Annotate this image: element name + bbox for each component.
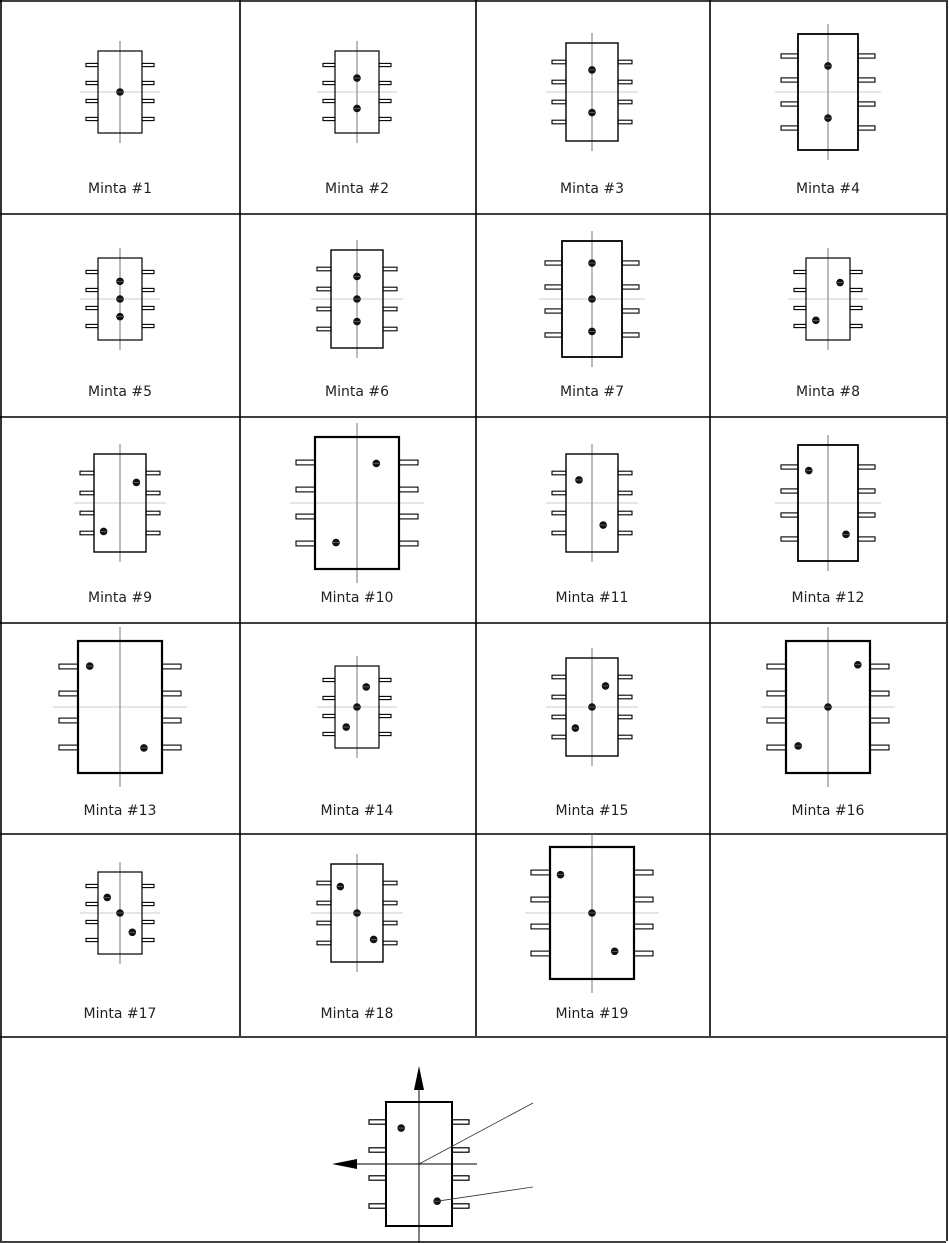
lead-pin — [552, 120, 566, 124]
lead-pin — [59, 745, 78, 750]
lead-pin — [317, 881, 331, 885]
lead-pin — [618, 80, 632, 84]
lead-pin — [317, 327, 331, 331]
lead-pin — [618, 100, 632, 104]
sample-label: Minta #10 — [320, 590, 394, 606]
lead-pin — [767, 745, 786, 750]
lead-pin — [767, 691, 786, 696]
sample-cell — [546, 33, 638, 197]
sample-label: Minta #13 — [83, 803, 157, 819]
lead-pin — [86, 117, 98, 120]
component-drawing — [775, 435, 881, 571]
lead-pin — [452, 1120, 469, 1124]
lead-pin — [383, 941, 397, 945]
sample-cell — [525, 833, 659, 1022]
lead-pin — [767, 664, 786, 669]
lead-pin — [781, 54, 798, 58]
lead-pin — [634, 924, 653, 929]
lead-pin — [379, 81, 391, 84]
lead-pin — [618, 471, 632, 475]
component-drawing — [317, 656, 397, 758]
sample-cell — [80, 248, 160, 400]
lead-pin — [858, 513, 875, 517]
lead-pin — [142, 920, 154, 923]
lead-pin — [86, 63, 98, 66]
lead-pin — [142, 81, 154, 84]
lead-pin — [850, 324, 862, 327]
lead-pin — [850, 270, 862, 273]
sample-label: Minta #8 — [796, 384, 860, 400]
lead-pin — [622, 285, 639, 289]
lead-pin — [552, 675, 566, 679]
sample-cell — [290, 423, 424, 606]
sample-label: Minta #3 — [560, 181, 624, 197]
sample-label: Minta #7 — [560, 384, 624, 400]
lead-pin — [369, 1176, 386, 1180]
component-drawing — [546, 33, 638, 151]
lead-pin — [86, 81, 98, 84]
lead-pin — [317, 267, 331, 271]
lead-pin — [142, 306, 154, 309]
lead-pin — [142, 117, 154, 120]
lead-pin — [452, 1204, 469, 1208]
sample-label: Minta #4 — [796, 181, 860, 197]
lead-pin — [622, 333, 639, 337]
lead-pin — [383, 267, 397, 271]
component-drawing — [311, 854, 403, 972]
sample-cell — [788, 248, 868, 400]
lead-pin — [86, 99, 98, 102]
sample-label: Minta #2 — [325, 181, 389, 197]
lead-pin — [369, 1120, 386, 1124]
lead-pin — [618, 60, 632, 64]
lead-pin — [618, 511, 632, 515]
lead-pin — [86, 938, 98, 941]
sample-cell — [539, 231, 645, 400]
lead-pin — [323, 696, 335, 699]
lead-pin — [323, 81, 335, 84]
lead-pin — [162, 718, 181, 723]
lead-pin — [552, 695, 566, 699]
lead-pin — [531, 897, 550, 902]
lead-pin — [142, 884, 154, 887]
lead-pin — [850, 288, 862, 291]
lead-pin — [142, 938, 154, 941]
lead-pin — [545, 285, 562, 289]
lead-pin — [870, 691, 889, 696]
lead-pin — [80, 511, 94, 515]
lead-pin — [59, 691, 78, 696]
lead-pin — [618, 491, 632, 495]
component-drawing — [546, 648, 638, 766]
lead-pin — [317, 941, 331, 945]
lead-pin — [618, 735, 632, 739]
lead-pin — [80, 491, 94, 495]
lead-pin — [86, 324, 98, 327]
lead-pin — [794, 324, 806, 327]
lead-pin — [383, 327, 397, 331]
component-drawing — [80, 41, 160, 143]
lead-pin — [399, 541, 418, 546]
component-drawing — [53, 627, 187, 787]
lead-pin — [142, 324, 154, 327]
lead-pin — [59, 664, 78, 669]
lead-pin — [379, 696, 391, 699]
sample-label: Minta #17 — [83, 1006, 157, 1022]
sample-label: Minta #16 — [791, 803, 865, 819]
lead-pin — [552, 471, 566, 475]
lead-pin — [399, 460, 418, 465]
lead-pin — [618, 695, 632, 699]
sample-cell — [761, 627, 895, 819]
component-drawing — [761, 627, 895, 787]
lead-pin — [870, 745, 889, 750]
sample-cell — [53, 627, 187, 819]
lead-pin — [323, 63, 335, 66]
lead-pin — [317, 307, 331, 311]
lead-pin — [369, 1148, 386, 1152]
lead-pin — [858, 54, 875, 58]
lead-pin — [399, 514, 418, 519]
lead-pin — [142, 270, 154, 273]
sample-label: Minta #14 — [320, 803, 394, 819]
lead-pin — [552, 735, 566, 739]
origin-leader-line — [419, 1103, 533, 1164]
lead-pin — [86, 920, 98, 923]
lead-pin — [781, 465, 798, 469]
lead-pin — [781, 102, 798, 106]
lead-pin — [794, 270, 806, 273]
lead-pin — [452, 1148, 469, 1152]
lead-pin — [146, 511, 160, 515]
lead-pin — [858, 489, 875, 493]
x-axis-arrowhead — [332, 1159, 357, 1169]
lead-pin — [142, 99, 154, 102]
lead-pin — [379, 99, 391, 102]
lead-pin — [618, 120, 632, 124]
component-drawing — [290, 423, 424, 583]
component-drawing — [539, 231, 645, 367]
sample-cell — [775, 435, 881, 606]
lead-pin — [383, 307, 397, 311]
lead-pin — [858, 126, 875, 130]
lead-pin — [86, 270, 98, 273]
lead-pin — [794, 306, 806, 309]
lead-pin — [552, 100, 566, 104]
lead-pin — [80, 471, 94, 475]
lead-pin — [870, 718, 889, 723]
lead-pin — [146, 531, 160, 535]
component-drawing — [74, 444, 166, 562]
sample-cell — [80, 862, 160, 1022]
lead-pin — [531, 870, 550, 875]
lead-pin — [296, 514, 315, 519]
lead-pin — [146, 471, 160, 475]
lead-pin — [296, 460, 315, 465]
lead-pin — [634, 951, 653, 956]
lead-pin — [781, 489, 798, 493]
lead-pin — [531, 924, 550, 929]
lead-pin — [296, 487, 315, 492]
sample-label: Minta #1 — [88, 181, 152, 197]
lead-pin — [86, 902, 98, 905]
component-drawing — [311, 240, 403, 358]
lead-pin — [858, 465, 875, 469]
lead-pin — [870, 664, 889, 669]
lead-pin — [383, 881, 397, 885]
lead-pin — [634, 870, 653, 875]
lead-pin — [162, 691, 181, 696]
lead-pin — [317, 921, 331, 925]
lead-pin — [545, 309, 562, 313]
lead-pin — [618, 531, 632, 535]
lead-pin — [781, 513, 798, 517]
component-drawing — [317, 41, 397, 143]
lead-pin — [383, 921, 397, 925]
sample-label: Minta #12 — [791, 590, 865, 606]
lead-pin — [142, 288, 154, 291]
lead-pin — [379, 63, 391, 66]
component-drawing — [80, 862, 160, 964]
lead-pin — [531, 951, 550, 956]
lead-pin — [552, 715, 566, 719]
sample-cell — [74, 444, 166, 606]
lead-pin — [296, 541, 315, 546]
component-drawing — [80, 248, 160, 350]
sample-label: Minta #5 — [88, 384, 152, 400]
sample-label: Minta #18 — [320, 1006, 394, 1022]
sample-label: Minta #6 — [325, 384, 389, 400]
component-drawing — [788, 248, 868, 350]
lead-pin — [379, 714, 391, 717]
lead-pin — [162, 664, 181, 669]
lead-pin — [545, 261, 562, 265]
lead-pin — [80, 531, 94, 535]
lead-pin — [767, 718, 786, 723]
lead-pin — [618, 675, 632, 679]
sample-cell — [546, 648, 638, 819]
lead-pin — [86, 288, 98, 291]
lead-pin — [323, 714, 335, 717]
lead-pin — [59, 718, 78, 723]
lead-pin — [634, 897, 653, 902]
sample-cell — [311, 240, 403, 400]
lead-pin — [379, 117, 391, 120]
lead-pin — [383, 287, 397, 291]
lead-pin — [850, 306, 862, 309]
component-drawing — [546, 444, 638, 562]
lead-pin — [162, 745, 181, 750]
sample-label: Minta #15 — [555, 803, 629, 819]
lead-pin — [858, 78, 875, 82]
lead-pin — [142, 902, 154, 905]
lead-pin — [317, 287, 331, 291]
lead-pin — [399, 487, 418, 492]
lead-pin — [781, 126, 798, 130]
y-axis-arrowhead — [414, 1066, 424, 1090]
lead-pin — [317, 901, 331, 905]
reference-component-figure — [332, 1066, 533, 1243]
lead-pin — [369, 1204, 386, 1208]
component-drawing — [775, 24, 881, 160]
lead-pin — [86, 306, 98, 309]
component-drawing — [525, 833, 659, 993]
lead-pin — [452, 1176, 469, 1180]
sample-label: Minta #11 — [555, 590, 629, 606]
sample-cell — [317, 656, 397, 819]
lead-pin — [142, 63, 154, 66]
lead-pin — [552, 511, 566, 515]
sample-cell — [311, 854, 403, 1022]
lead-pin — [146, 491, 160, 495]
lead-pin — [618, 715, 632, 719]
lead-pin — [379, 732, 391, 735]
lead-pin — [323, 99, 335, 102]
lead-pin — [552, 531, 566, 535]
sample-cells — [53, 24, 895, 1022]
lead-pin — [781, 537, 798, 541]
lead-pin — [323, 678, 335, 681]
lead-pin — [552, 60, 566, 64]
lead-pin — [323, 732, 335, 735]
lead-pin — [552, 80, 566, 84]
lead-pin — [86, 884, 98, 887]
sample-cell — [775, 24, 881, 197]
sample-cell — [317, 41, 397, 197]
sample-cell — [546, 444, 638, 606]
lead-pin — [552, 491, 566, 495]
lead-pin — [858, 102, 875, 106]
lead-pin — [383, 901, 397, 905]
lead-pin — [622, 261, 639, 265]
lead-pin — [379, 678, 391, 681]
lead-pin — [794, 288, 806, 291]
lead-pin — [622, 309, 639, 313]
lead-pin — [545, 333, 562, 337]
sample-label: Minta #9 — [88, 590, 152, 606]
lead-pin — [781, 78, 798, 82]
lead-pin — [323, 117, 335, 120]
lead-pin — [858, 537, 875, 541]
sample-cell — [80, 41, 160, 197]
sample-label: Minta #19 — [555, 1006, 629, 1022]
